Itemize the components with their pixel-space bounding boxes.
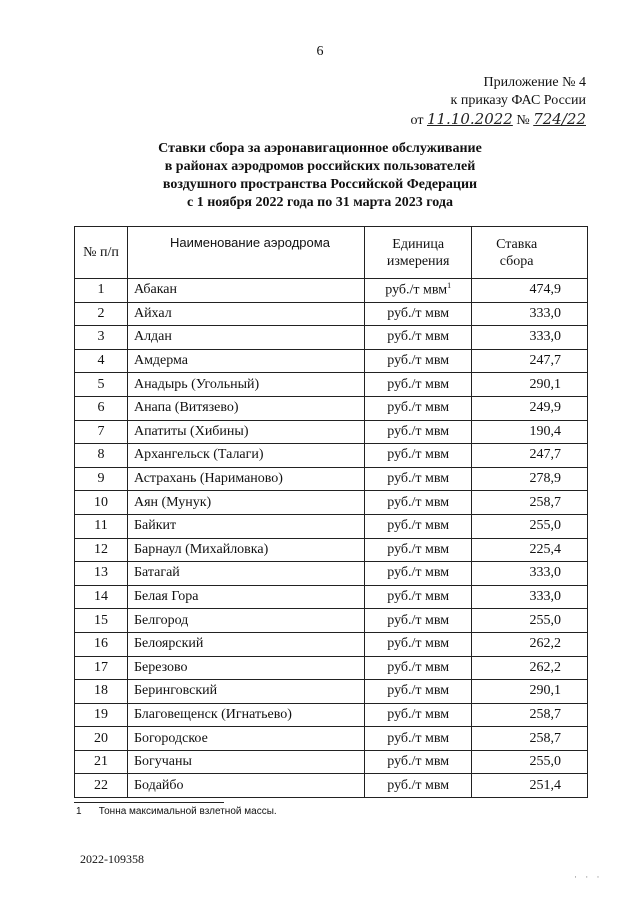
aerodrome-name-text: Богородское <box>133 730 208 746</box>
row-number-text: 7 <box>97 423 105 439</box>
unit-of-measure <box>365 373 472 397</box>
table-row <box>75 396 588 420</box>
unit-of-measure <box>365 302 472 326</box>
unit-of-measure <box>365 279 472 303</box>
table-row <box>75 609 588 633</box>
unit-of-measure <box>365 444 472 468</box>
header-unit-line-2: измерения <box>386 253 450 269</box>
rate-value-text: 225,4 <box>529 541 561 557</box>
row-number <box>75 491 128 515</box>
appendix-header <box>411 74 586 130</box>
row-number <box>75 656 128 680</box>
aerodrome-name <box>127 562 364 586</box>
rate-value <box>472 750 588 774</box>
rate-value <box>472 302 588 326</box>
unit-of-measure <box>365 727 472 751</box>
aerodrome-name-text: Благовещенск (Игнатьево) <box>133 706 292 722</box>
unit-of-measure-text: руб./т мвм <box>387 400 450 416</box>
rate-value <box>472 609 588 633</box>
row-number <box>75 774 128 798</box>
aerodrome-name-text: Амдерма <box>133 353 189 369</box>
document-number: 2022-109358 <box>80 852 144 866</box>
row-number-text: 21 <box>93 754 108 770</box>
rate-value-text: 258,7 <box>529 730 561 746</box>
rate-value-text: 255,0 <box>529 518 561 534</box>
unit-of-measure <box>365 750 472 774</box>
unit-of-measure-text: руб./т мвм <box>387 471 450 487</box>
row-number-text: 16 <box>93 636 108 652</box>
footnote-mark: 1 <box>76 806 82 817</box>
rate-value-text: 251,4 <box>529 777 561 793</box>
rate-value <box>472 585 588 609</box>
header-num: № п/п <box>75 227 128 279</box>
aerodrome-name-text: Апатиты (Хибины) <box>133 423 249 439</box>
row-number-text: 2 <box>97 305 105 321</box>
title-line-3: воздушного пространства Российской Федерации <box>162 177 478 192</box>
unit-of-measure-text: руб./т мвм <box>387 683 450 699</box>
rate-value <box>472 349 588 373</box>
unit-of-measure <box>365 774 472 798</box>
header-rate <box>472 227 588 279</box>
row-number <box>75 538 128 562</box>
unit-of-measure-text: руб./т мвм <box>387 305 450 321</box>
unit-of-measure <box>365 609 472 633</box>
unit-of-measure <box>365 680 472 704</box>
appendix-line-2: к приказу ФАС России <box>450 93 586 108</box>
unit-of-measure <box>365 467 472 491</box>
table-row <box>75 562 588 586</box>
aerodrome-name <box>127 326 364 350</box>
row-number <box>75 514 128 538</box>
aerodrome-name <box>127 609 364 633</box>
unit-of-measure <box>365 538 472 562</box>
unit-of-measure <box>365 326 472 350</box>
table-row <box>75 373 588 397</box>
rate-value-text: 247,7 <box>529 353 561 369</box>
row-number <box>75 562 128 586</box>
table-row <box>75 514 588 538</box>
table-row <box>75 538 588 562</box>
header-rate-line-2: сбора <box>499 253 534 269</box>
unit-of-measure-text: руб./т мвм <box>385 283 448 299</box>
unit-of-measure <box>365 491 472 515</box>
unit-of-measure <box>365 656 472 680</box>
aerodrome-name <box>127 680 364 704</box>
unit-of-measure-text: руб./т мвм <box>387 706 450 722</box>
row-number <box>75 279 128 303</box>
rate-value <box>472 444 588 468</box>
scan-marks: · · · <box>574 872 603 882</box>
aerodrome-name <box>127 703 364 727</box>
unit-of-measure-text: руб./т мвм <box>387 636 450 652</box>
aerodrome-name <box>127 349 364 373</box>
footnote-text: Тонна максимальной взлетной массы. <box>98 806 277 817</box>
row-number <box>75 467 128 491</box>
rate-value <box>472 491 588 515</box>
title-line-2: в районах аэродромов российских пользователей <box>164 159 476 174</box>
table-row <box>75 279 588 303</box>
aerodrome-name-text: Белгород <box>133 612 189 628</box>
rate-value <box>472 326 588 350</box>
row-number-text: 22 <box>93 777 108 793</box>
footnote <box>76 806 277 817</box>
aerodrome-name-text: Анадырь (Угольный) <box>133 376 260 392</box>
rate-value-text: 262,2 <box>529 636 561 652</box>
row-number <box>75 420 128 444</box>
table-header-row <box>75 227 588 279</box>
rate-value <box>472 632 588 656</box>
unit-of-measure <box>365 420 472 444</box>
table-row <box>75 632 588 656</box>
rate-value-text: 255,0 <box>529 754 561 770</box>
rate-value <box>472 774 588 798</box>
row-number <box>75 326 128 350</box>
unit-of-measure-text: руб./т мвм <box>387 541 450 557</box>
table-row <box>75 656 588 680</box>
aerodrome-name <box>127 538 364 562</box>
table-row <box>75 444 588 468</box>
unit-of-measure-text: руб./т мвм <box>387 423 450 439</box>
unit-of-measure-text: руб./т мвм <box>387 659 450 675</box>
rate-value <box>472 680 588 704</box>
rate-value-text: 474,9 <box>529 282 561 298</box>
unit-of-measure-text: руб./т мвм <box>387 494 450 510</box>
table-row <box>75 774 588 798</box>
aerodrome-name-text: Белоярский <box>133 636 204 652</box>
row-number <box>75 609 128 633</box>
aerodrome-name-text: Аян (Мунук) <box>133 494 212 510</box>
aerodrome-name <box>127 302 364 326</box>
row-number <box>75 585 128 609</box>
row-number-text: 4 <box>97 353 105 369</box>
table-row <box>75 750 588 774</box>
unit-of-measure <box>365 396 472 420</box>
row-number-text: 17 <box>93 659 108 675</box>
unit-of-measure-text: руб./т мвм <box>387 353 450 369</box>
aerodrome-name <box>127 632 364 656</box>
row-number-text: 18 <box>93 683 108 699</box>
title-line-1: Ставки сбора за аэронавигационное обслуживание <box>158 141 482 156</box>
row-number-text: 9 <box>97 471 105 487</box>
row-number-text: 20 <box>93 730 108 746</box>
rate-value <box>472 514 588 538</box>
row-number <box>75 632 128 656</box>
aerodrome-name <box>127 396 364 420</box>
aerodrome-name-text: Айхал <box>133 305 172 321</box>
order-date: 11.10.2022 <box>426 110 513 128</box>
aerodrome-name-text: Астрахань (Нариманово) <box>133 471 283 487</box>
rates-table <box>74 226 588 798</box>
unit-of-measure <box>365 585 472 609</box>
unit-of-measure-text: руб./т мвм <box>387 777 450 793</box>
rate-value-text: 333,0 <box>529 329 561 345</box>
row-number <box>75 373 128 397</box>
rate-value-text: 333,0 <box>529 565 561 581</box>
aerodrome-name <box>127 467 364 491</box>
row-number-text: 6 <box>97 400 105 416</box>
aerodrome-name <box>127 420 364 444</box>
row-number-text: 19 <box>93 706 108 722</box>
rate-value <box>472 420 588 444</box>
row-number-text: 10 <box>93 494 108 510</box>
rate-value <box>472 396 588 420</box>
row-number-text: 1 <box>97 282 105 298</box>
aerodrome-name <box>127 585 364 609</box>
aerodrome-name-text: Бодайбо <box>133 777 184 793</box>
unit-of-measure <box>365 514 472 538</box>
rate-value-text: 262,2 <box>529 659 561 675</box>
title-line-4: с 1 ноября 2022 года по 31 марта 2023 года <box>187 195 453 210</box>
aerodrome-name-text: Алдан <box>133 329 172 345</box>
aerodrome-name-text: Богучаны <box>133 754 192 770</box>
header-rate-line-1: Ставка <box>496 236 538 252</box>
aerodrome-name-text: Архангельск (Талаги) <box>133 447 264 463</box>
appendix-line-1: Приложение № 4 <box>483 75 586 90</box>
aerodrome-name <box>127 491 364 515</box>
row-number <box>75 680 128 704</box>
unit-of-measure-text: руб./т мвм <box>387 589 450 605</box>
order-number: 724/22 <box>533 110 586 128</box>
unit-of-measure-text: руб./т мвм <box>387 447 450 463</box>
unit-of-measure-text: руб./т мвм <box>387 565 450 581</box>
row-number-text: 8 <box>97 447 105 463</box>
rate-value <box>472 279 588 303</box>
unit-of-measure <box>365 632 472 656</box>
row-number <box>75 349 128 373</box>
row-number-text: 14 <box>93 589 108 605</box>
table-row <box>75 727 588 751</box>
rate-value <box>472 467 588 491</box>
table-row <box>75 703 588 727</box>
page-number: 6 <box>316 44 324 59</box>
unit-of-measure-text: руб./т мвм <box>387 376 450 392</box>
table-row <box>75 467 588 491</box>
rate-value-text: 278,9 <box>529 471 561 487</box>
rate-value <box>472 538 588 562</box>
table-row <box>75 491 588 515</box>
row-number <box>75 302 128 326</box>
unit-of-measure <box>365 349 472 373</box>
aerodrome-name <box>127 656 364 680</box>
table-body <box>75 279 588 798</box>
unit-of-measure-text: руб./т мвм <box>387 754 450 770</box>
aerodrome-name <box>127 774 364 798</box>
row-number-text: 3 <box>97 329 105 345</box>
row-number <box>75 444 128 468</box>
rate-value-text: 247,7 <box>529 447 561 463</box>
aerodrome-name <box>127 514 364 538</box>
table-row <box>75 680 588 704</box>
rate-value-text: 258,7 <box>529 494 561 510</box>
table-row <box>75 585 588 609</box>
header-unit-line-1: Единица <box>392 236 445 252</box>
document-title <box>0 140 640 212</box>
table-row <box>75 349 588 373</box>
footnote-divider <box>74 802 224 803</box>
unit-of-measure <box>365 562 472 586</box>
aerodrome-name-text: Барнаул (Михайловка) <box>133 541 269 557</box>
aerodrome-name-text: Байкит <box>133 518 177 534</box>
aerodrome-name-text: Абакан <box>133 282 177 298</box>
row-number-text: 13 <box>93 565 108 581</box>
unit-of-measure-text: руб./т мвм <box>387 612 450 628</box>
row-number-text: 11 <box>94 518 108 534</box>
unit-of-measure-text: руб./т мвм <box>387 329 450 345</box>
rate-value <box>472 727 588 751</box>
rate-value-text: 290,1 <box>529 376 561 392</box>
rate-value <box>472 656 588 680</box>
aerodrome-name <box>127 750 364 774</box>
rate-value <box>472 562 588 586</box>
rate-value-text: 190,4 <box>529 423 561 439</box>
footnote-reference: 1 <box>447 281 452 291</box>
aerodrome-name <box>127 727 364 751</box>
header-name: Наименование аэродрома <box>127 227 364 279</box>
number-label: № <box>516 113 530 128</box>
row-number <box>75 750 128 774</box>
unit-of-measure <box>365 703 472 727</box>
row-number-text: 5 <box>97 376 105 392</box>
rate-value-text: 290,1 <box>529 683 561 699</box>
rate-value-text: 333,0 <box>529 305 561 321</box>
aerodrome-name <box>127 444 364 468</box>
row-number-text: 12 <box>93 541 108 557</box>
rate-value <box>472 373 588 397</box>
table-row <box>75 302 588 326</box>
row-number-text: 15 <box>93 612 108 628</box>
row-number <box>75 396 128 420</box>
rate-value-text: 249,9 <box>529 400 561 416</box>
row-number <box>75 727 128 751</box>
aerodrome-name-text: Беринговский <box>133 683 218 699</box>
aerodrome-name-text: Березово <box>133 659 188 675</box>
from-label: от <box>410 113 424 128</box>
unit-of-measure-text: руб./т мвм <box>387 518 450 534</box>
aerodrome-name-text: Белая Гора <box>133 589 199 605</box>
aerodrome-name-text: Батагай <box>133 565 180 581</box>
aerodrome-name-text: Анапа (Витязево) <box>133 400 239 416</box>
table-row <box>75 420 588 444</box>
rate-value-text: 255,0 <box>529 612 561 628</box>
row-number <box>75 703 128 727</box>
table-row <box>75 326 588 350</box>
aerodrome-name <box>127 373 364 397</box>
rate-value <box>472 703 588 727</box>
aerodrome-name <box>127 279 364 303</box>
unit-of-measure-text: руб./т мвм <box>387 730 450 746</box>
rate-value-text: 333,0 <box>529 589 561 605</box>
rate-value-text: 258,7 <box>529 706 561 722</box>
appendix-order-line <box>411 110 586 130</box>
header-unit <box>365 227 472 279</box>
